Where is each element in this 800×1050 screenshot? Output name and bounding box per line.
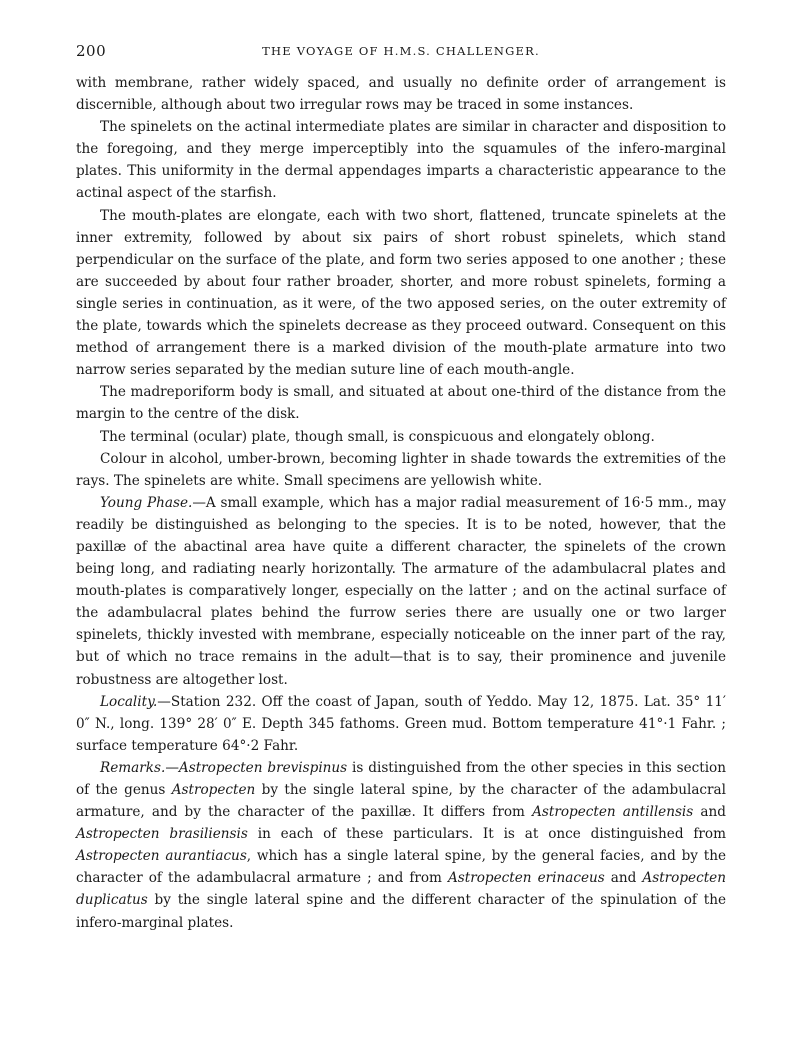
paragraph-continuation: with membrane, rather widely spaced, and usually no definite order of arrangement is discernible, although about two irregular rows may be traced in some instances.: [76, 75, 726, 114]
paragraph-colour: Colour in alcohol, umber-brown, becoming lighter in shade towards the extremities of the rays. The spinelets are white. Small specimens are yellowish white.: [76, 450, 726, 489]
paragraph-locality: [76, 691, 726, 757]
species-name: Astropecten brasiliensis: [76, 826, 248, 843]
page: [76, 40, 726, 934]
young-phase-text: —A small example, which has a major radial measurement of 16·5 mm., may readily be distinguished as belonging to the species. It is to be noted, however, that the paxillæ of the abactinal area have quite a different character, the spinelets of the crown being long, and radiating nearly horizontally. The armature of the adambulacral plates and mouth-plates is comparatively longer, especially on the latter ; and on the actinal surface of the adambulacral plates behind the furrow series there are usually one or two larger spinelets, thickly invested with membrane, especially noticeable on the inner part of the ray, but of which no trace remains in the adult—that is to say, their prominence and juvenile robustness are altogether lost.: [76, 494, 727, 688]
young-phase-heading: Young Phase.: [100, 494, 193, 511]
remarks-text: in each of these particulars. It is at once distinguished from: [247, 826, 726, 843]
species-name: Astropecten erinaceus: [447, 870, 605, 887]
remarks-text: , which has a single lateral spine, by the general facies, and by the character of the adambulacral armature ; and from: [76, 848, 726, 887]
species-name: Astropecten duplicatus: [76, 870, 726, 909]
locality-heading: Locality.: [100, 693, 158, 710]
remarks-text: by the single lateral spine, by the character of the adambulacral armature, and by the character of the paxillæ. It differs from: [76, 782, 726, 821]
remarks-text: by the single lateral spine and the different character of the spinulation of the infero-marginal plates.: [76, 892, 726, 931]
genus-name: Astropecten: [171, 782, 256, 798]
running-title: THE VOYAGE OF H.M.S. CHALLENGER.: [262, 44, 540, 58]
paragraph-mouth-plates: The mouth-plates are elongate, each with two short, flattened, truncate spinelets at the inner extremity, followed by about six pairs of short robust spinelets, which stand perpendicular on the surface of the plate, and form two series apposed to one another ; these are succeeded by about four rather broader, shorter, and more robust spinelets, forming a single series in continuation, as it were, of the two apposed series, on the outer extremity of the plate, towards which the spinelets decrease as they proceed outward. Consequent on this method of arrangement there is a marked division of the mouth-plate armature into two narrow series separated by the median suture line of each mouth-angle.: [76, 207, 726, 379]
species-name: Astropecten aurantiacus: [76, 848, 247, 865]
running-head: [76, 40, 726, 64]
paragraph-terminal-plate: The terminal (ocular) plate, though small, is conspicuous and elongately oblong.: [100, 428, 655, 445]
remarks-text: and: [693, 804, 726, 821]
species-name: Astropecten antillensis: [532, 804, 694, 821]
locality-text: —Station 232. Off the coast of Japan, south of Yeddo. May 12, 1875. Lat. 35° 11′ 0″ N., long. 139° 28′ 0″ E. Depth 345 fathoms. Green mud. Bottom temperature 41°·1 Fahr. ; surface temperature 64°·2 Fahr.: [76, 693, 726, 754]
paragraph-actinal-spinelets: The spinelets on the actinal intermediate plates are similar in character and disposition to the foregoing, and they merge imperceptibly into the squamules of the infero-marginal plates. This uniformity in the dermal appendages imparts a characteristic appearance to the actinal aspect of the starfish.: [76, 119, 726, 202]
paragraph-young-phase: [76, 492, 726, 691]
page-number: 200: [76, 42, 107, 60]
remarks-text: and: [604, 870, 643, 887]
species-name: Astropecten brevispinus: [178, 759, 348, 776]
paragraph-remarks: [76, 757, 726, 934]
remarks-text: —: [165, 759, 179, 776]
body-text: [76, 72, 726, 934]
remarks-text: is distinguished from the other species in this section of the genus: [76, 759, 726, 798]
paragraph-madreporiform-body: The madreporiform body is small, and situated at about one-third of the distance from the margin to the centre of the disk.: [76, 384, 726, 423]
remarks-heading: Remarks.: [100, 759, 166, 776]
